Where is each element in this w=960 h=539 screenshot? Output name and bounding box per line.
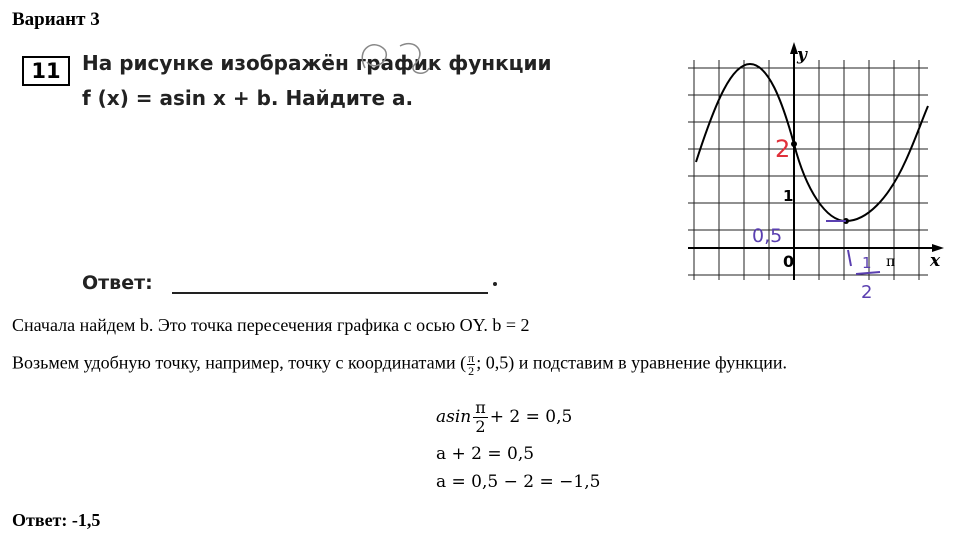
- origin-label: 0: [783, 252, 795, 271]
- p2-before: Возьмем удобную точку, например, точку с координатами (: [12, 352, 467, 373]
- annotation-0-5: 0,5: [752, 225, 783, 247]
- answer-label: Ответ:: [82, 272, 153, 294]
- answer-dot: [493, 282, 497, 286]
- task-number: 11: [22, 56, 70, 86]
- p2-end: и подставим в уравнение функции.: [514, 352, 788, 373]
- eq1-fraction: [473, 399, 488, 436]
- task-text-line1: На рисунке изображён график функции: [82, 51, 552, 75]
- eq1-left: asin: [436, 407, 472, 427]
- axes: [688, 46, 940, 280]
- solution-paragraph-2: [12, 352, 787, 377]
- answer-line: [172, 292, 488, 294]
- x-axis-label: x: [930, 251, 941, 271]
- function-graph: [688, 40, 948, 302]
- equation-3: a = 0,5 − 2 = −1,5: [436, 472, 601, 492]
- eq1-frac-num: π: [475, 398, 486, 417]
- annotation-2: 2: [775, 135, 791, 163]
- tick-1-label: 1: [783, 187, 794, 205]
- y-axis-label: y: [797, 45, 807, 65]
- annotation-half-bar: [856, 272, 880, 274]
- annotation-half-num: 1: [862, 254, 872, 272]
- eq1-frac-den: 2: [475, 417, 486, 436]
- sine-curve: [696, 64, 928, 221]
- final-answer: Ответ: -1,5: [12, 510, 101, 530]
- p2-fraction: [467, 352, 475, 377]
- p2-frac-den: 2: [468, 364, 475, 378]
- equation-2: a + 2 = 0,5: [436, 444, 535, 464]
- equation-1: [436, 399, 572, 436]
- eq1-right: + 2 = 0,5: [489, 407, 573, 427]
- solution-paragraph-1: Сначала найдем b. Это точка пересечения графика с осью OY. b = 2: [12, 315, 530, 335]
- annotation-tick-stroke: [848, 250, 851, 266]
- task-text-line2: f (x) = asin x + b. Найдите a.: [82, 86, 414, 110]
- y-intercept-point: [791, 141, 797, 147]
- p2-frac-num: π: [468, 351, 475, 365]
- annotation-half-den: 2: [861, 282, 873, 302]
- p2-after-frac: ; 0,5): [476, 352, 515, 373]
- variant-title: Вариант 3: [12, 9, 100, 30]
- pi-label: π: [886, 254, 896, 270]
- pencil-scribble: [345, 38, 435, 88]
